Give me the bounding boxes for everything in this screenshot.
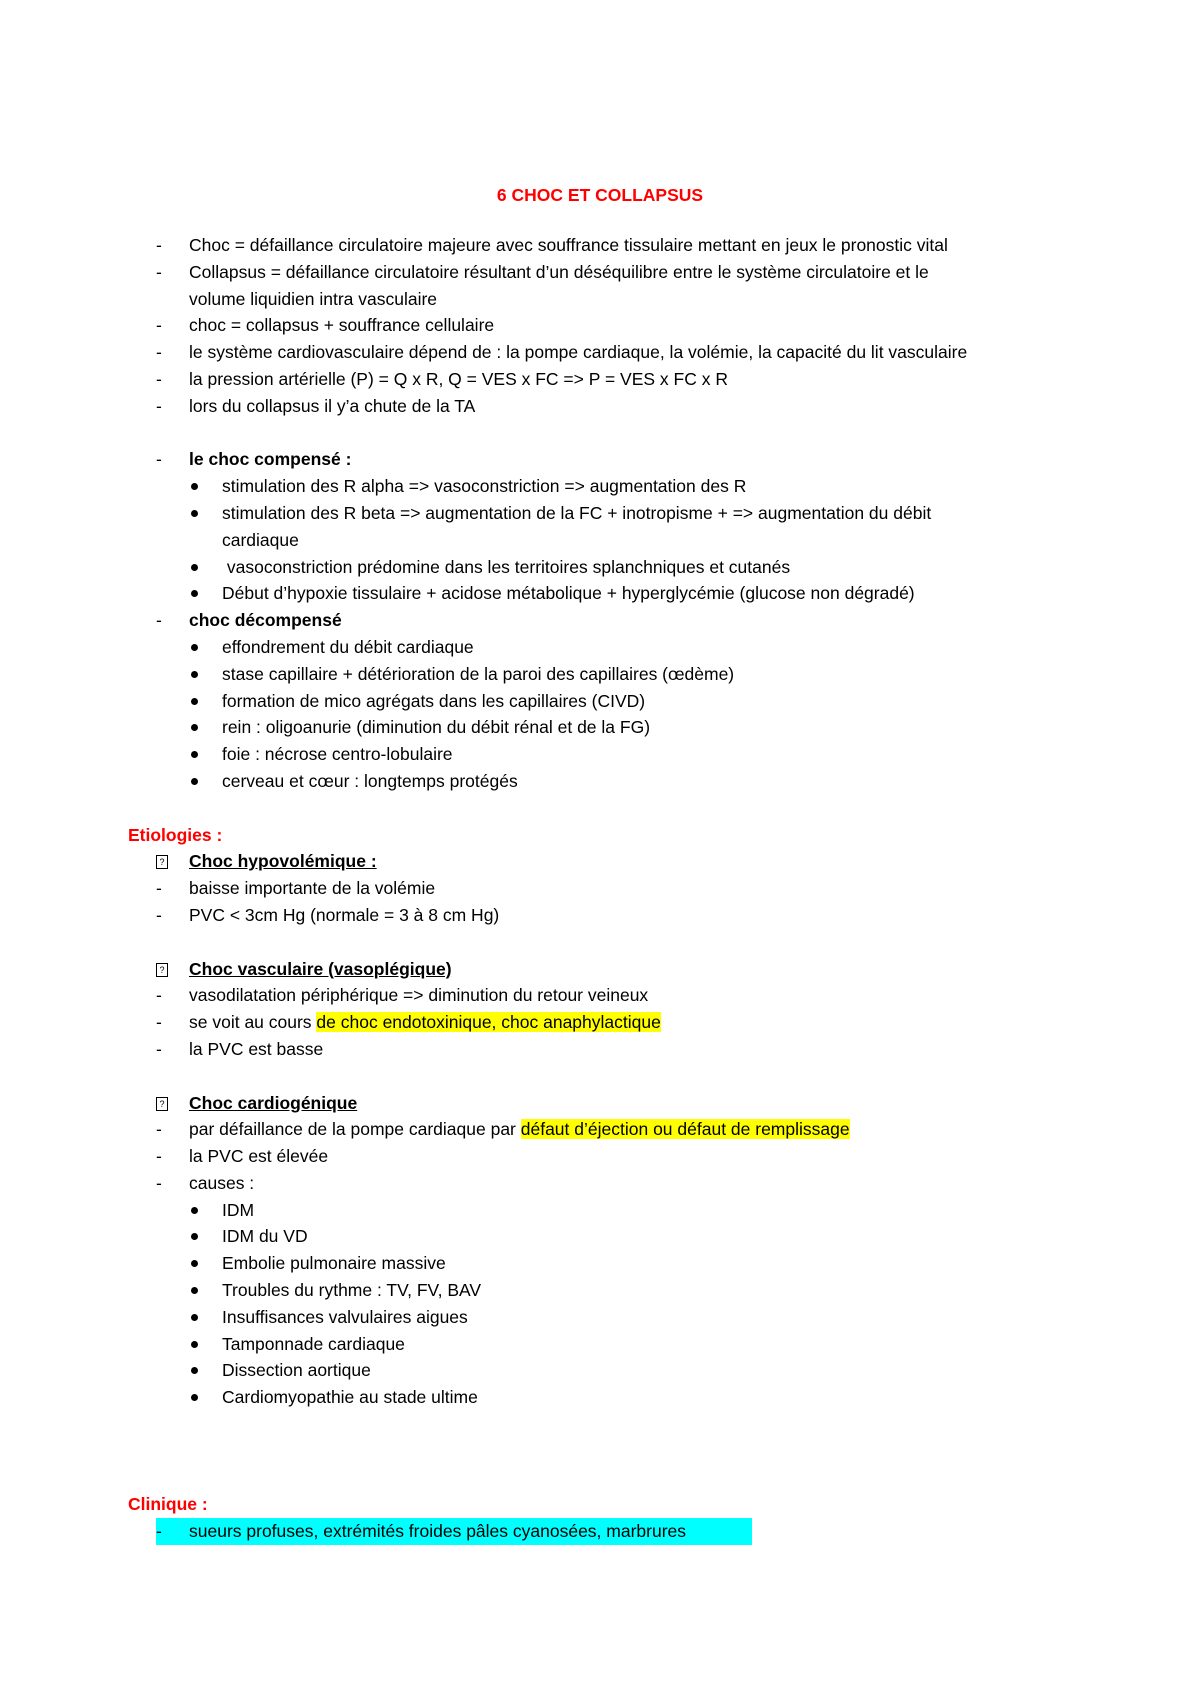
list-item [0, 339, 1200, 366]
list-item-text: la PVC est basse [189, 1038, 324, 1059]
text-run: par défaillance de la pompe cardiaque par [189, 1119, 521, 1140]
bullet-item [0, 1304, 1200, 1331]
list-item [0, 1009, 1200, 1036]
list-item-text: baisse importante de la volémie [189, 878, 436, 899]
list-item [0, 1116, 1200, 1143]
list-item [0, 259, 1200, 286]
bullet-icon [191, 564, 198, 571]
bullet-item [0, 634, 1200, 661]
dash-marker: - [156, 261, 162, 282]
dash-marker: - [156, 610, 162, 631]
highlighted-text: défaut d’éjection ou défaut de remplissage [520, 1119, 850, 1140]
bullet-item [0, 714, 1200, 741]
dash-marker: - [156, 395, 162, 416]
bullet-text: IDM [222, 1199, 255, 1220]
bullet-text: stase capillaire + détérioration de la paroi des capillaires (œdème) [222, 663, 735, 684]
bullet-item [0, 1197, 1200, 1224]
bullet-icon [191, 698, 198, 705]
bullet-text: foie : nécrose centro-lobulaire [222, 744, 453, 765]
list-item [0, 446, 1200, 473]
bullet-text: IDM du VD [222, 1226, 308, 1247]
bullet-item [0, 1357, 1200, 1384]
section-heading [0, 1491, 1200, 1518]
text-run: se voit au cours [189, 1012, 317, 1033]
bullet-icon [191, 1367, 198, 1374]
list-item-text [189, 1116, 850, 1143]
bullet-item [0, 554, 1200, 581]
bullet-icon [191, 1341, 198, 1348]
list-item [0, 366, 1200, 393]
list-item [0, 982, 1200, 1009]
list-item [0, 1143, 1200, 1170]
bullet-item [0, 661, 1200, 688]
dash-marker: - [156, 235, 162, 255]
bullet-icon [191, 1287, 198, 1294]
list-item-text: la pression artérielle (P) = Q x R, Q = VES x FC => P = VES x FC x R [189, 368, 728, 389]
list-item [0, 312, 1200, 339]
bullet-item [0, 1223, 1200, 1250]
highlighted-text: de choc endotoxinique, choc anaphylactique [316, 1012, 661, 1033]
bullet-item [0, 741, 1200, 768]
bullet-item [0, 500, 1200, 527]
list-item [0, 232, 1200, 259]
etiologies-heading: Etiologies : [128, 824, 223, 845]
list-item-text: causes : [189, 1172, 255, 1193]
bullet-icon [191, 1207, 198, 1214]
page-title: 6 CHOC ET COLLAPSUS [496, 185, 704, 205]
bullet-item [0, 1331, 1200, 1358]
section-heading [0, 822, 1200, 849]
bullet-item [0, 1384, 1200, 1411]
bullet-text: cardiaque [222, 529, 299, 550]
list-item [0, 393, 1200, 420]
bullet-text: Dissection aortique [222, 1360, 371, 1381]
list-item [0, 1036, 1200, 1063]
bullet-text: Troubles du rythme : TV, FV, BAV [222, 1280, 482, 1301]
list-item [0, 902, 1200, 929]
list-item-text: volume liquidien intra vasculaire [189, 288, 438, 309]
list-item-text [189, 1009, 661, 1036]
subsection-heading [0, 1090, 1200, 1117]
subsection-heading [0, 956, 1200, 983]
list-item [0, 875, 1200, 902]
bullet-icon [191, 483, 198, 490]
list-item-text: Choc = défaillance circulatoire majeure avec souffrance tissulaire mettant en jeux le pronostic vital [189, 235, 948, 255]
bullet-icon [191, 644, 198, 651]
bullet-text: vasoconstriction prédomine dans les territoires splanchniques et cutanés [222, 556, 791, 577]
document-body [0, 232, 1200, 1545]
list-item [0, 607, 1200, 634]
list-item-text: la PVC est élevée [189, 1146, 329, 1167]
bullet-icon [191, 510, 198, 517]
bullet-text: Tamponnade cardiaque [222, 1333, 405, 1354]
bullet-icon [191, 778, 198, 785]
dash-marker: - [156, 985, 162, 1006]
dash-marker: - [156, 342, 162, 363]
section-label: le choc compensé : [189, 449, 352, 470]
list-item-text: PVC < 3cm Hg (normale = 3 à 8 cm Hg) [189, 904, 500, 925]
bullet-text: Début d’hypoxie tissulaire + acidose métabolique + hyperglycémie (glucose non dégradé) [222, 583, 915, 604]
bullet-text: stimulation des R alpha => vasoconstriction => augmentation des R [222, 476, 747, 497]
dash-marker: - [156, 1012, 162, 1033]
dash-marker: - [156, 368, 162, 389]
list-item-continuation [0, 286, 1200, 313]
missing-glyph-icon: ? [156, 963, 168, 977]
bullet-text: formation de mico agrégats dans les capillaires (CIVD) [222, 690, 646, 711]
list-item-text: Collapsus = défaillance circulatoire résultant d’un déséquilibre entre le système circulatoire et le [189, 261, 929, 282]
vascular-heading: Choc vasculaire (vasoplégique) [189, 958, 452, 979]
dash-marker: - [156, 1172, 162, 1193]
bullet-icon [191, 590, 198, 597]
section-label: choc décompensé [189, 610, 342, 631]
missing-glyph-icon: ? [156, 1097, 168, 1111]
list-item-text: le système cardiovasculaire dépend de : la pompe cardiaque, la volémie, la capacité du lit vasculaire [189, 342, 968, 363]
bullet-item [0, 473, 1200, 500]
bullet-icon [191, 724, 198, 731]
dash-marker: - [156, 315, 162, 336]
dash-marker: - [156, 1146, 162, 1167]
cardiogenic-heading: Choc cardiogénique [189, 1092, 358, 1113]
bullet-text: rein : oligoanurie (diminution du débit rénal et de la FG) [222, 717, 651, 738]
dash-marker: - [156, 878, 162, 899]
list-item [0, 1518, 1200, 1545]
list-item-text: lors du collapsus il y’a chute de la TA [189, 395, 476, 416]
bullet-icon [191, 671, 198, 678]
highlighted-text: sueurs profuses, extrémités froides pâles cyanosées, marbrures [189, 1521, 687, 1542]
list-item [0, 1170, 1200, 1197]
hypovolemic-heading: Choc hypovolémique : [189, 851, 377, 872]
bullet-item-continuation [0, 527, 1200, 554]
bullet-text: Embolie pulmonaire massive [222, 1253, 446, 1274]
list-item-text: choc = collapsus + souffrance cellulaire [189, 315, 495, 336]
dash-marker: - [156, 1119, 162, 1140]
list-item-text: vasodilatation périphérique => diminution du retour veineux [189, 985, 649, 1006]
subsection-heading [0, 848, 1200, 875]
bullet-item [0, 1277, 1200, 1304]
bullet-item [0, 688, 1200, 715]
bullet-item [0, 1250, 1200, 1277]
bullet-icon [191, 1314, 198, 1321]
bullet-text: stimulation des R beta => augmentation de la FC + inotropisme + => augmentation du débit [222, 502, 932, 523]
bullet-icon [191, 1394, 198, 1401]
bullet-icon [191, 1260, 198, 1267]
dash-marker: - [156, 449, 162, 470]
dash-marker: - [156, 1521, 162, 1542]
bullet-item [0, 768, 1200, 795]
bullet-icon [191, 1233, 198, 1240]
dash-marker: - [156, 1038, 162, 1059]
bullet-text: Cardiomyopathie au stade ultime [222, 1387, 478, 1408]
bullet-text: Insuffisances valvulaires aigues [222, 1306, 468, 1327]
dash-marker: - [156, 904, 162, 925]
bullet-icon [191, 751, 198, 758]
clinique-heading: Clinique : [128, 1494, 208, 1515]
bullet-item [0, 580, 1200, 607]
bullet-text: cerveau et cœur : longtemps protégés [222, 770, 518, 791]
missing-glyph-icon: ? [156, 855, 168, 869]
bullet-text: effondrement du débit cardiaque [222, 636, 474, 657]
